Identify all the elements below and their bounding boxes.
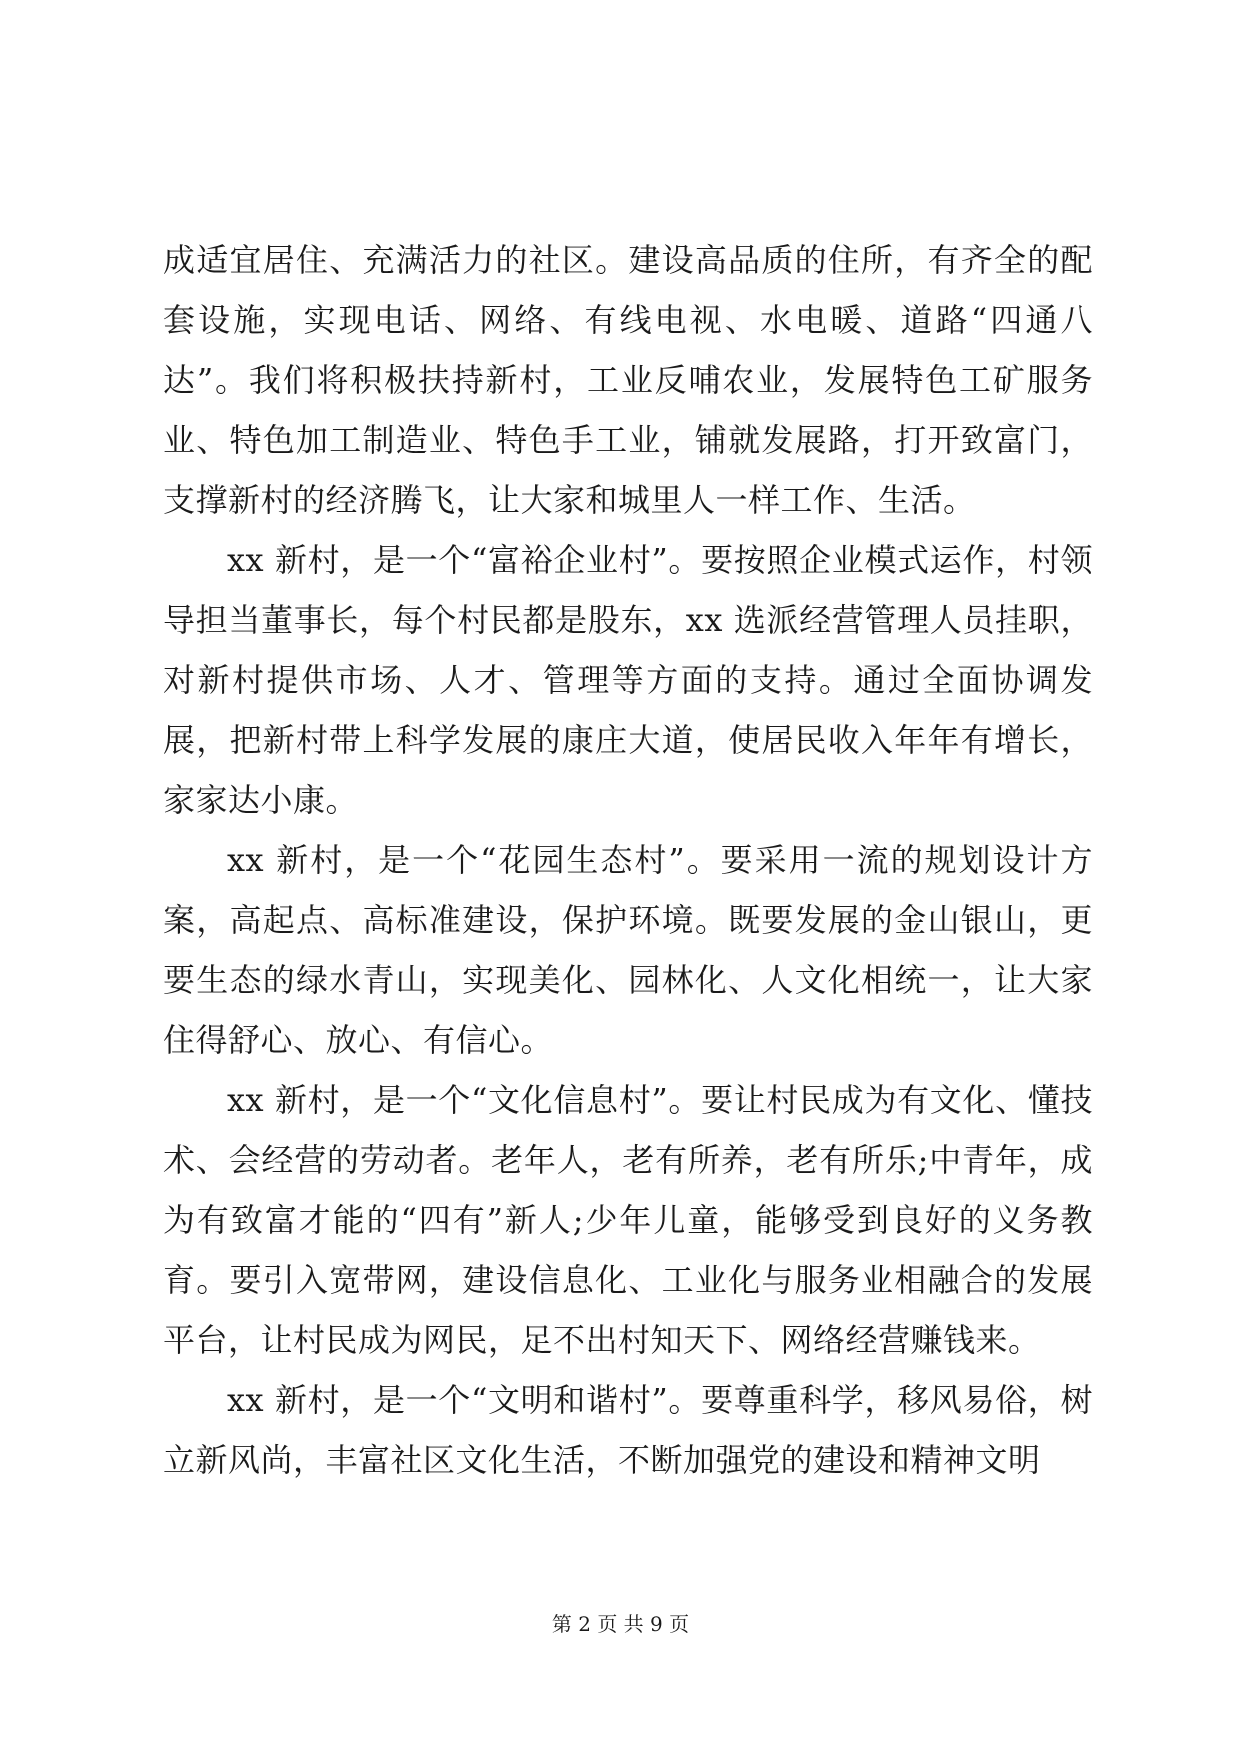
paragraph-4: xx 新村，是一个“文化信息村”。要让村民成为有文化、懂技术、会经营的劳动者。老年人，老有所养，老有所乐;中青年，成为有致富才能的“四有”新人;少年儿童，能够受到良好的义务教育。要引入宽带网，建设信息化、工业化与服务业相融合的发展平台，让村民成为网民，足不出村知天下、网络经营赚钱来。 [163, 1081, 1093, 1359]
body-text [163, 230, 1093, 1490]
paragraph-2: xx 新村，是一个“富裕企业村”。要按照企业模式运作，村领导担当董事长，每个村民都是股东，xx 选派经营管理人员挂职，对新村提供市场、人才、管理等方面的支持。通过全面协调发展，把新村带上科学发展的康庄大道，使居民收入年年有增长，家家达小康。 [163, 541, 1093, 819]
paragraph-5: xx 新村，是一个“文明和谐村”。要尊重科学，移风易俗，树立新风尚，丰富社区文化生活，不断加强党的建设和精神文明 [163, 1381, 1093, 1479]
paragraph-3: xx 新村，是一个“花园生态村”。要采用一流的规划设计方案，高起点、高标准建设，保护环境。既要发展的金山银山，更要生态的绿水青山，实现美化、园林化、人文化相统一，让大家住得舒心、放心、有信心。 [163, 841, 1093, 1059]
paragraph-1: 成适宜居住、充满活力的社区。建设高品质的住所，有齐全的配套设施，实现电话、网络、有线电视、水电暖、道路“四通八达”。我们将积极扶持新村，工业反哺农业，发展特色工矿服务业、特色加工制造业、特色手工业，铺就发展路，打开致富门，支撑新村的经济腾飞，让大家和城里人一样工作、生活。 [163, 241, 1093, 519]
page-footer: 第 2 页 共 9 页 [551, 1612, 690, 1636]
